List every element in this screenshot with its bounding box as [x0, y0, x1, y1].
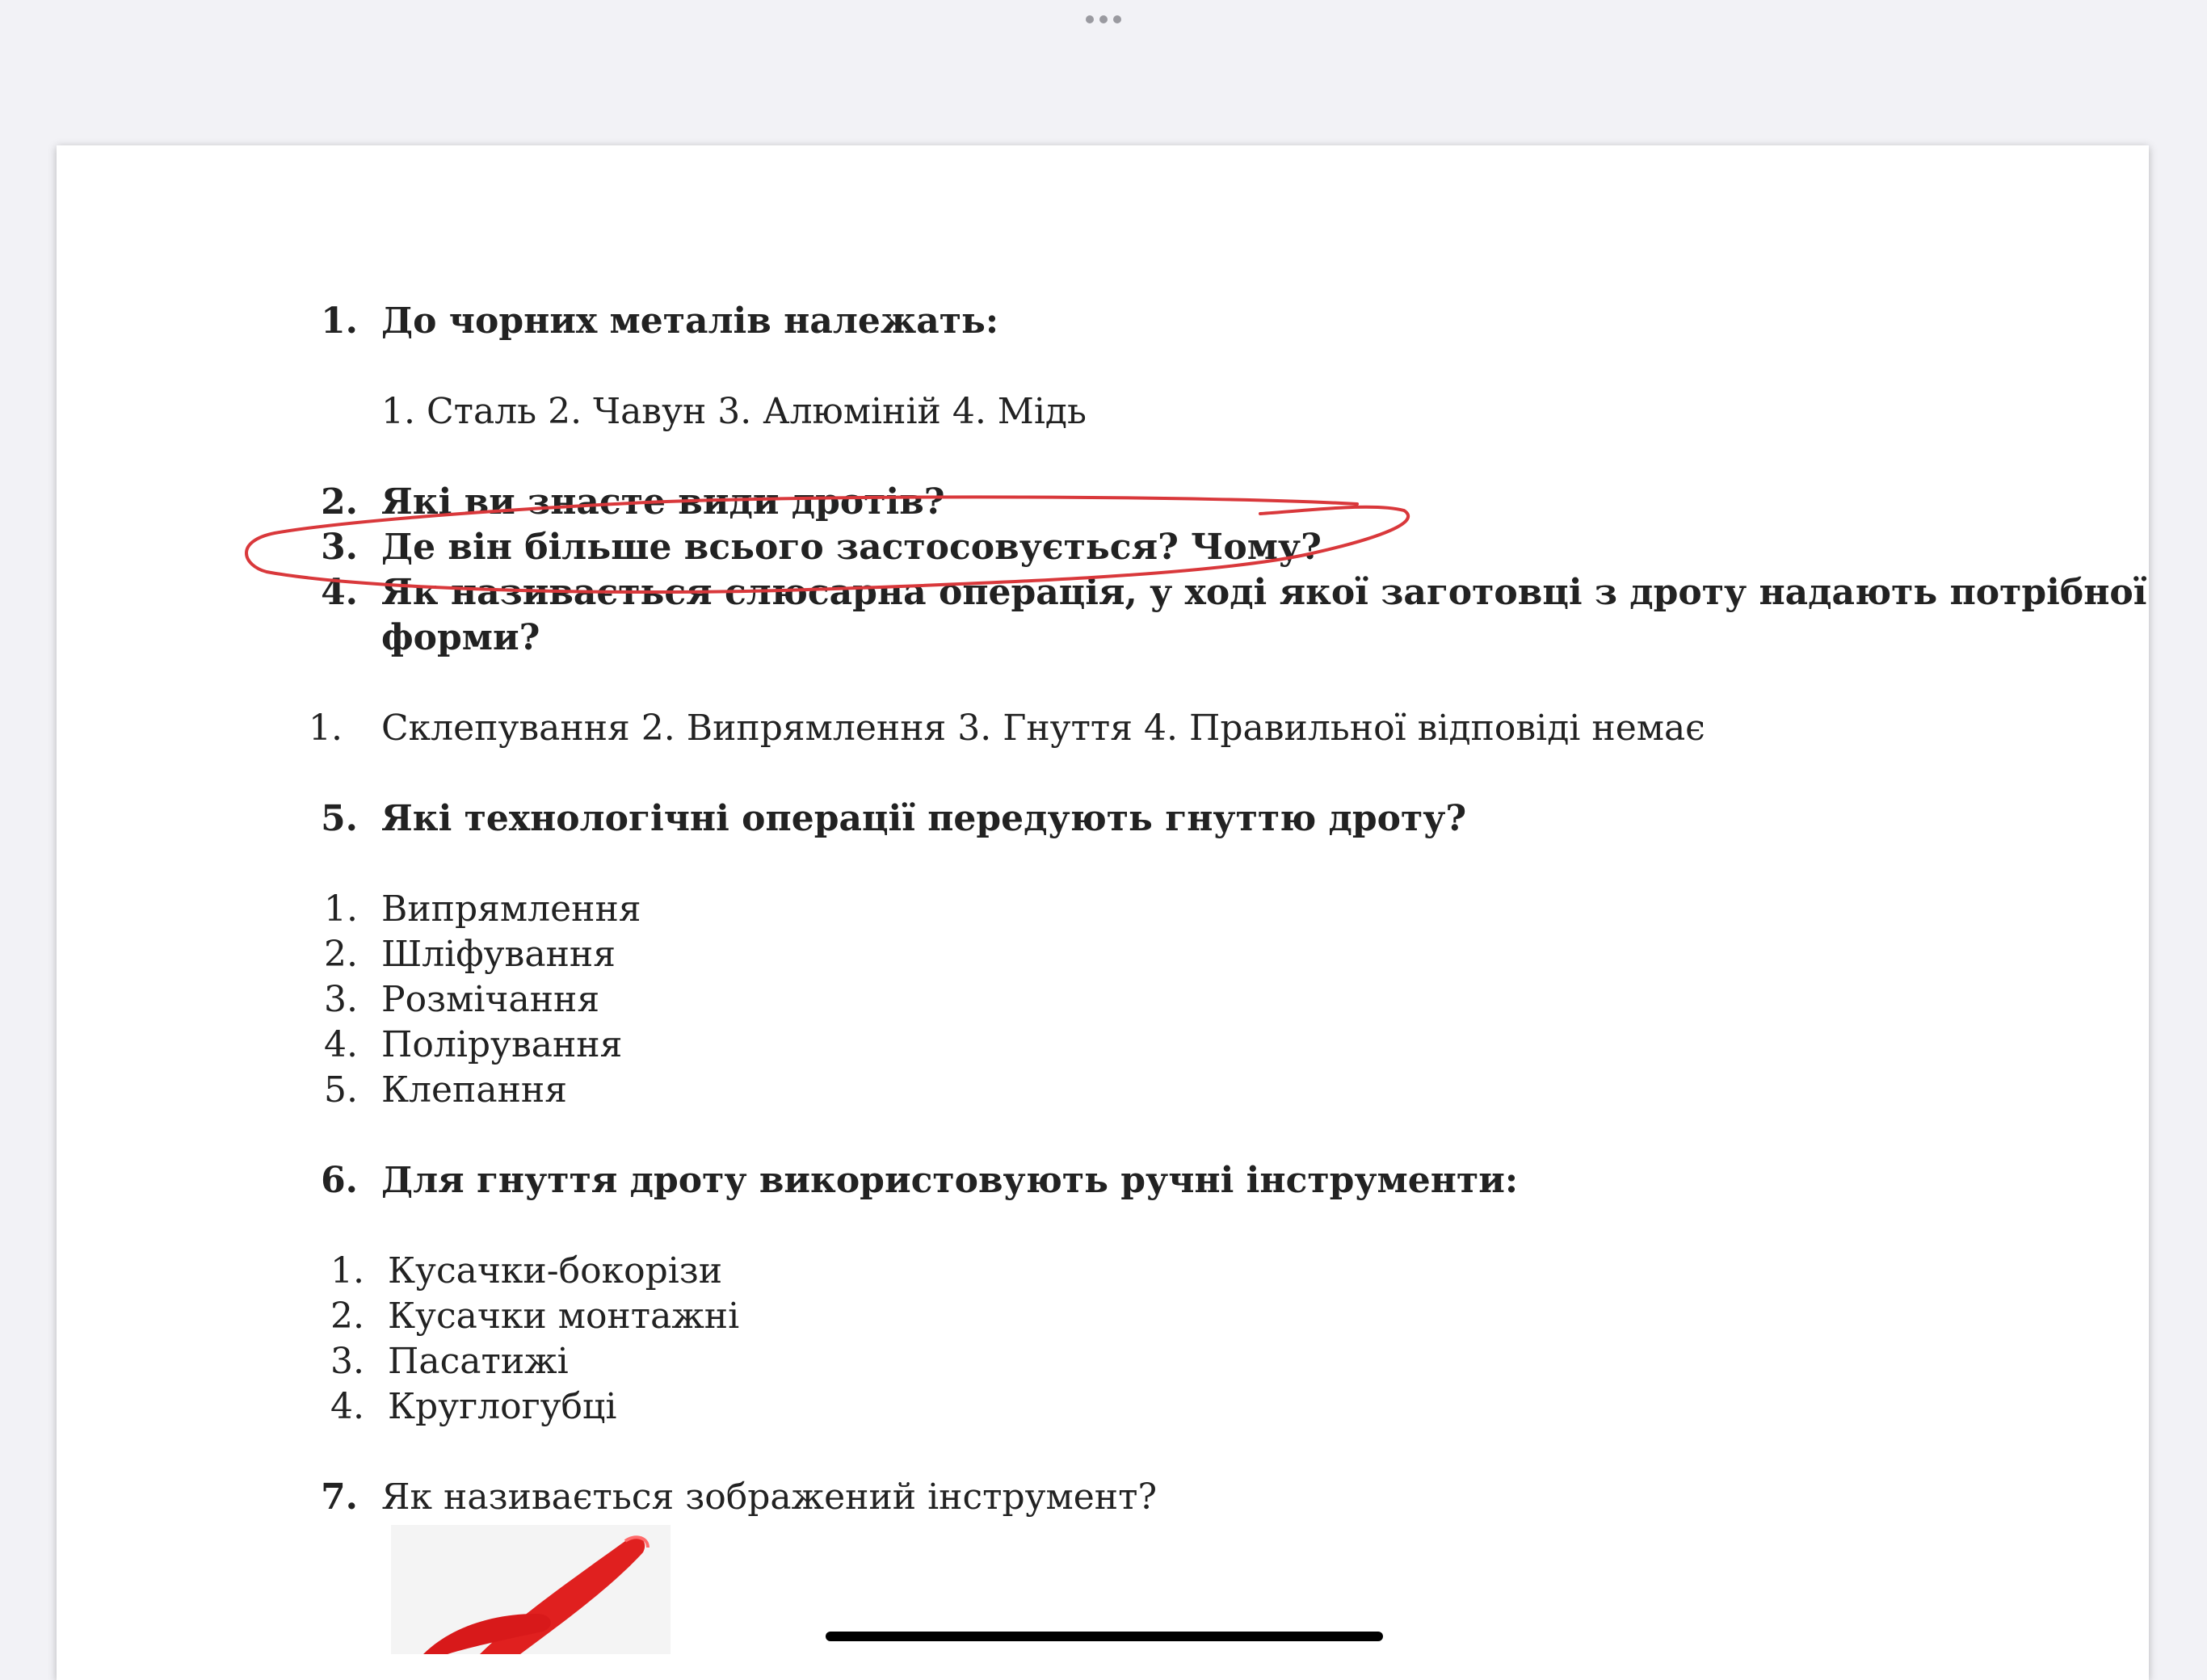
answer-text: Склепування 2. Випрямлення 3. Гнуття 4. Правильної відповіді немає — [381, 708, 1705, 749]
question-text: Які ви знаєте види дротів? — [381, 481, 945, 523]
answer-text: Полірування — [381, 1024, 623, 1065]
answer-number: 2. — [324, 934, 358, 975]
pliers-icon — [391, 1525, 671, 1654]
answer-text: Випрямлення — [381, 888, 641, 930]
question-number: 2. — [321, 481, 358, 523]
question-text: Які технологічні операції передують гнуттю дроту? — [381, 798, 1467, 839]
answer-number: 3. — [330, 1341, 364, 1382]
question-text: Де він більше всього застосовується? Чому? — [381, 527, 1322, 568]
answer-text: Пасатижі — [388, 1341, 569, 1382]
question-number: 7. — [321, 1476, 358, 1518]
question-text: До чорних металів належать: — [381, 300, 999, 342]
question-text: Як називається слюсарна операція, у ході якої заготовці з дроту надають потрібної — [381, 572, 2147, 613]
question-number: 1. — [321, 300, 358, 342]
answer-text: Кусачки монтажні — [388, 1296, 740, 1337]
answer-number: 3. — [324, 979, 358, 1020]
pliers-image — [391, 1525, 671, 1654]
answer-number: 1. — [330, 1250, 364, 1292]
question-number: 6. — [321, 1160, 358, 1201]
answer-number: 2. — [330, 1296, 364, 1337]
question-number: 4. — [321, 572, 358, 613]
question-text: Для гнуття дроту використовують ручні інструменти: — [381, 1160, 1519, 1201]
question-number: 3. — [321, 527, 358, 568]
answer-text: Розмічання — [381, 979, 600, 1020]
answer-number: 5. — [324, 1069, 358, 1111]
question-text: Як називається зображений інструмент? — [381, 1476, 1158, 1518]
dot — [1086, 15, 1094, 23]
answer-number: 4. — [330, 1386, 364, 1427]
question-number: 5. — [321, 798, 358, 839]
dot — [1099, 15, 1108, 23]
question-4-continued: форми? — [381, 617, 540, 658]
home-indicator[interactable] — [826, 1632, 1383, 1641]
answer-number: 1. — [324, 888, 358, 930]
answer-text: Шліфування — [381, 934, 616, 975]
answers-q1: 1. Сталь 2. Чавун 3. Алюміній 4. Мідь — [381, 391, 1087, 432]
answer-number: 4. — [324, 1024, 358, 1065]
document-page — [57, 145, 2149, 1680]
answer-text: Круглогубці — [388, 1386, 617, 1427]
more-options-icon[interactable] — [1086, 15, 1121, 24]
answer-text: Клепання — [381, 1069, 568, 1111]
answer-number: 1. — [309, 708, 343, 749]
answer-text: Кусачки-бокорізи — [388, 1250, 723, 1292]
dot — [1113, 15, 1121, 23]
